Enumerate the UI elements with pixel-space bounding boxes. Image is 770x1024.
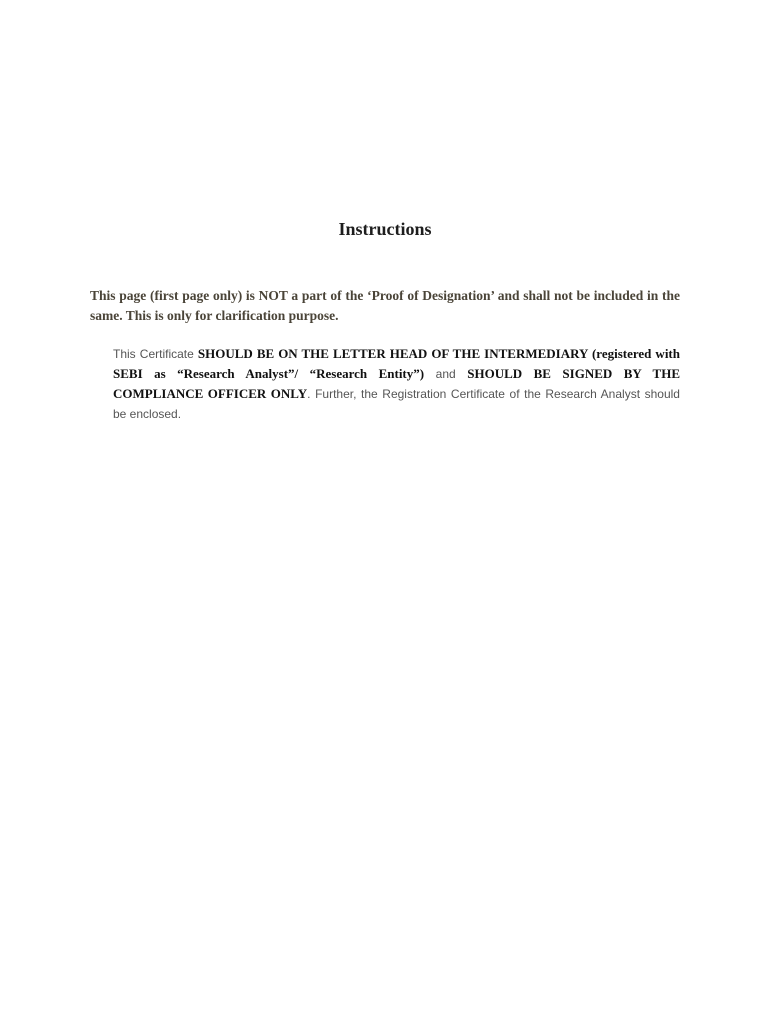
- letterhead-requirement: SHOULD BE ON THE LETTER HEAD OF THE INTERMEDIARY (registered with SEBI as “Research Analyst”/ “Research Entity”): [113, 346, 680, 381]
- instruction-text-3: . Further, the Registration Certificate of the Research Analyst should be enclosed.: [113, 387, 680, 421]
- signature-requirement: SHOULD BE SIGNED BY THE COMPLIANCE OFFICER ONLY: [113, 366, 680, 401]
- instruction-text-2: and: [424, 367, 468, 381]
- page-title: Instructions: [338, 219, 432, 239]
- instruction-text-1: This Certificate: [113, 347, 198, 361]
- intro-note: This page (first page only) is NOT a part of the ‘Proof of Designation’ and shall not be included in the same. This is only for clarification purpose.: [90, 288, 680, 323]
- certificate-instruction: [113, 344, 680, 424]
